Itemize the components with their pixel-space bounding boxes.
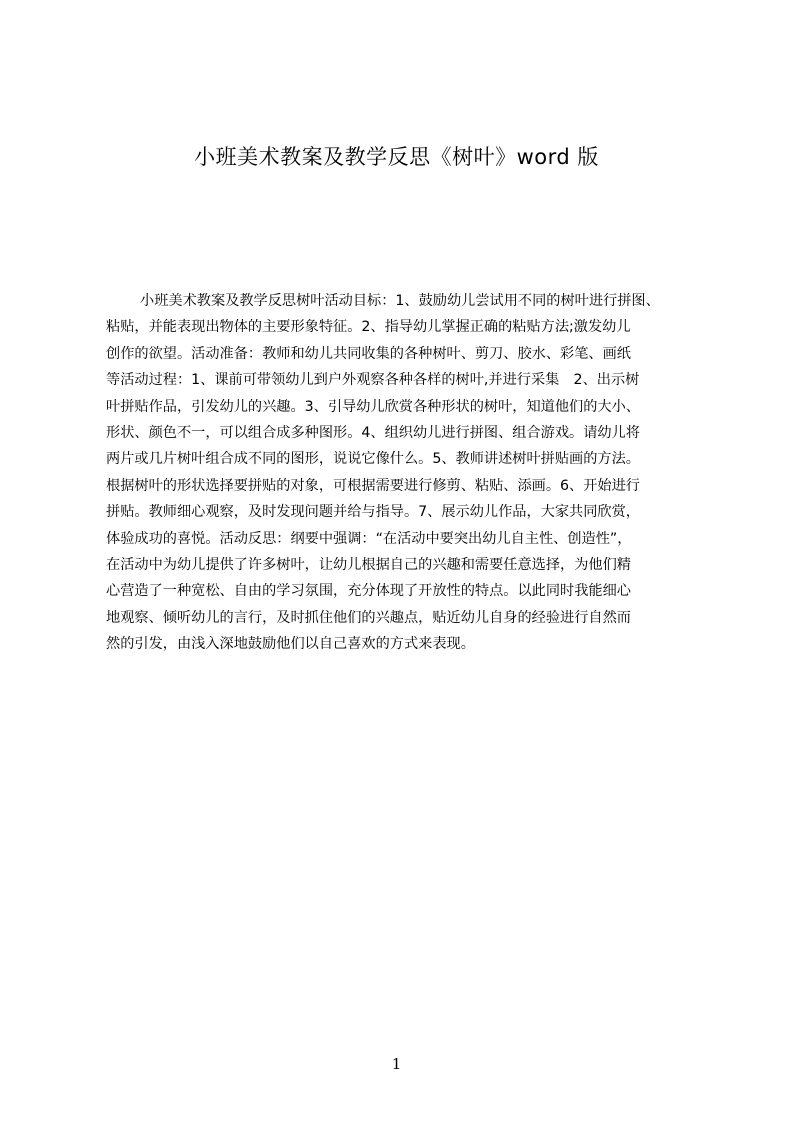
paragraph-line: 在活动中为幼儿提供了许多树叶，让幼儿根据自己的兴趣和需要任意选择，为他们精: [106, 556, 631, 573]
paragraph-line: 拼贴。教师细心观察，及时发现问题并给与指导。7、展示幼儿作品，大家共同欣赏，: [106, 504, 640, 521]
paragraph-line: 创作的欲望。活动准备：教师和幼儿共同收集的各种树叶、剪刀、胶水、彩笔、画纸: [106, 345, 631, 362]
document-title: 小班美术教案及教学反思《树叶》word 版: [194, 145, 599, 169]
page-number: 1: [391, 1055, 402, 1073]
paragraph-line: 等活动过程：1、课前可带领幼儿到户外观察各种各样的树叶,并进行采集 2、出示树: [106, 372, 640, 389]
paragraph-line: 叶拼贴作品，引发幼儿的兴趣。3、引导幼儿欣赏各种形状的树叶，知道他们的大小、: [106, 398, 640, 415]
body-paragraph: [106, 288, 698, 657]
paragraph-line: 形状、颜色不一，可以组合成多种图形。4、组织幼儿进行拼图、组合游戏。请幼儿将: [106, 424, 640, 441]
paragraph-line: 两片或几片树叶组合成不同的图形，说说它像什么。5、教师讲述树叶拼贴画的方法。: [106, 451, 640, 468]
paragraph-line: 地观察、倾听幼儿的言行，及时抓住他们的兴趣点，贴近幼儿自身的经验进行自然而: [106, 609, 631, 626]
paragraph-line: 然的引发，由浅入深地鼓励他们以自己喜欢的方式来表现。: [106, 636, 475, 653]
paragraph-line: 体验成功的喜悦。活动反思：纲要中强调：“在活动中要突出幼儿自主性、创造性”，: [106, 530, 632, 547]
paragraph-line: 根据树叶的形状选择要拼贴的对象，可根据需要进行修剪、粘贴、添画。6、开始进行: [106, 477, 640, 494]
paragraph-line: 小班美术教案及教学反思树叶活动目标：1、鼓励幼儿尝试用不同的树叶进行拼图、: [140, 293, 660, 309]
paragraph-line: 心营造了一种宽松、自由的学习氛围，充分体现了开放性的特点。以此同时我能细心: [106, 583, 631, 600]
paragraph-line: 粘贴，并能表现出物体的主要形象特征。2、指导幼儿掌握正确的粘贴方法;激发幼儿: [106, 319, 631, 336]
